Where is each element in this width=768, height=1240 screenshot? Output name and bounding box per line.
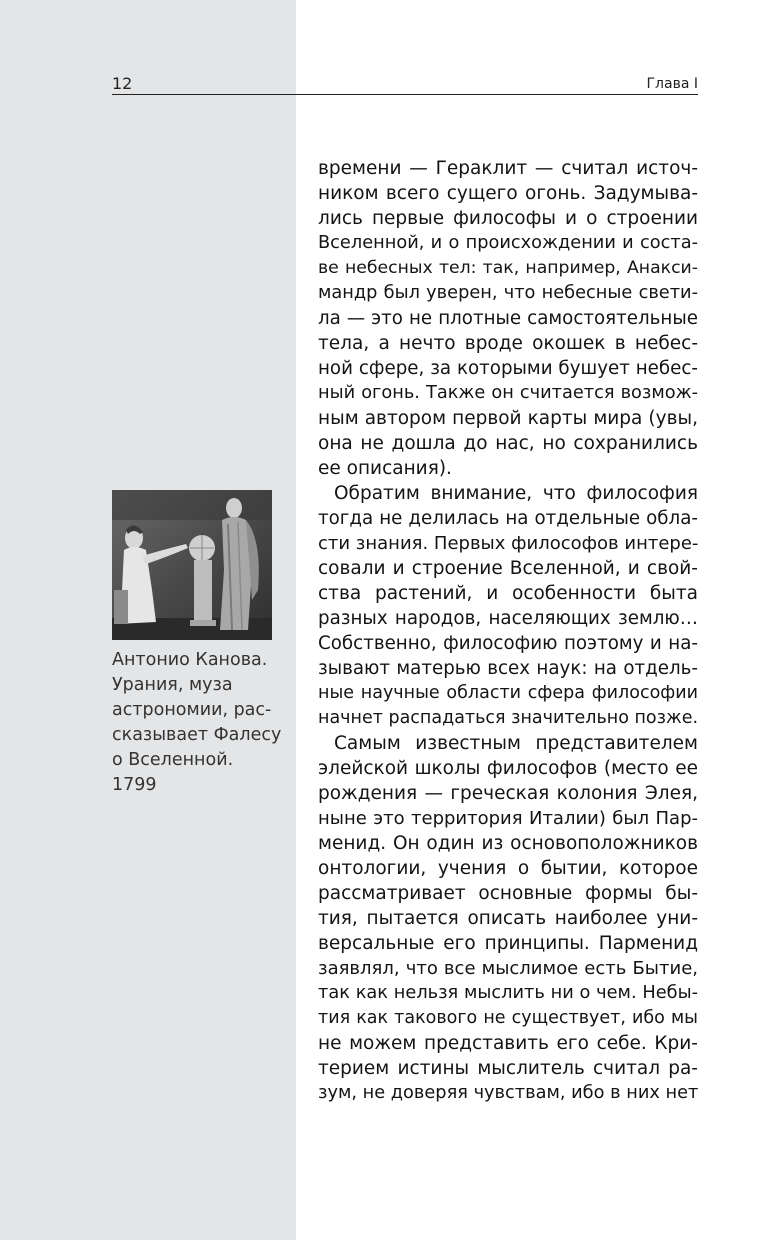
text-line: лись первые философы и о строении	[318, 208, 698, 229]
text-line: совали и строение Вселенной, и свой-	[318, 558, 698, 579]
caption-line: Урания, муза	[112, 675, 233, 695]
text-line: ным автором первой карты мира (увы,	[318, 408, 698, 429]
chapter-title: Глава I	[646, 76, 698, 92]
text-line: онтологии, учения о бытии, которое	[318, 858, 698, 879]
text-line: ные научные области сфера философии	[318, 683, 698, 703]
text-line: тия как такового не существует, ибо мы	[318, 1008, 698, 1028]
text-line: сти знания. Первых философов интере-	[318, 533, 699, 554]
text-line: зум, не доверяя чувствам, ибо в них нет	[318, 1083, 699, 1103]
text-line: Вселенной, и о происхождении и соста-	[318, 233, 698, 253]
text-line: заявлял, что все мыслимое есть Бытие,	[318, 958, 698, 979]
text-line: Собственно, философию поэтому и на-	[318, 633, 698, 654]
text-line: ла — это не плотные самостоятельные	[318, 308, 698, 329]
text-line: тогда не делилась на отдельные обла-	[318, 508, 698, 529]
text-line: элейской школы философов (место ее	[318, 758, 698, 779]
caption-line: 1799	[112, 775, 157, 795]
text-line: рождения — греческая колония Элея,	[318, 783, 698, 804]
text-line: ником всего сущего огонь. Задумыва-	[318, 183, 698, 204]
paragraph	[318, 156, 698, 481]
caption-line: Антонио Канова.	[112, 650, 268, 670]
text-line: времени — Гераклит — считал источ-	[318, 158, 698, 179]
text-line: менид. Он один из основоположников	[318, 833, 698, 854]
running-header	[112, 74, 698, 96]
text-line: тела, а нечто вроде окошек в небес-	[318, 333, 698, 354]
main-text	[318, 156, 698, 1106]
text-line: Самым известным представителем	[334, 733, 698, 754]
figure-caption	[112, 648, 282, 798]
text-line: ной сфере, за которыми бушует небес-	[318, 358, 698, 379]
text-line: ный огонь. Также он считается возмож-	[318, 383, 698, 403]
page-number: 12	[112, 74, 133, 93]
urania-engraving	[112, 490, 272, 640]
text-line: так как нельзя мыслить ни о чем. Небы-	[318, 983, 698, 1003]
text-line: зывают матерью всех наук: на отдель-	[318, 658, 698, 679]
text-line: рассматривает основные формы бы-	[318, 883, 698, 904]
caption-line: о Вселенной.	[112, 750, 234, 770]
text-line: тия, пытается описать наиболее уни-	[318, 908, 698, 929]
text-line: не можем представить его себе. Кри-	[318, 1033, 698, 1054]
paragraph	[318, 481, 698, 731]
text-line: начнет распадаться значительно позже.	[318, 708, 699, 728]
header-rule	[112, 94, 698, 95]
text-line: разных народов, населяющих землю…	[318, 608, 698, 629]
text-line: версальные его принципы. Парменид	[318, 933, 698, 954]
paragraph	[318, 731, 698, 1106]
text-line: ее описания).	[318, 458, 452, 479]
text-line: она не дошла до нас, но сохранились	[318, 433, 698, 454]
text-line: ве небесных тел: так, например, Анакси-	[318, 258, 698, 278]
caption-line: сказывает Фалесу	[112, 725, 282, 745]
text-line: мандр был уверен, что небесные свети-	[318, 283, 698, 303]
text-line: терием истины мыслитель считал ра-	[318, 1058, 698, 1079]
text-line: ныне это территория Италии) был Пар-	[318, 808, 698, 829]
text-line: Обратим внимание, что философия	[334, 483, 698, 504]
caption-line: астрономии, рас-	[112, 700, 272, 720]
text-line: ства растений, и особенности быта	[318, 583, 698, 604]
